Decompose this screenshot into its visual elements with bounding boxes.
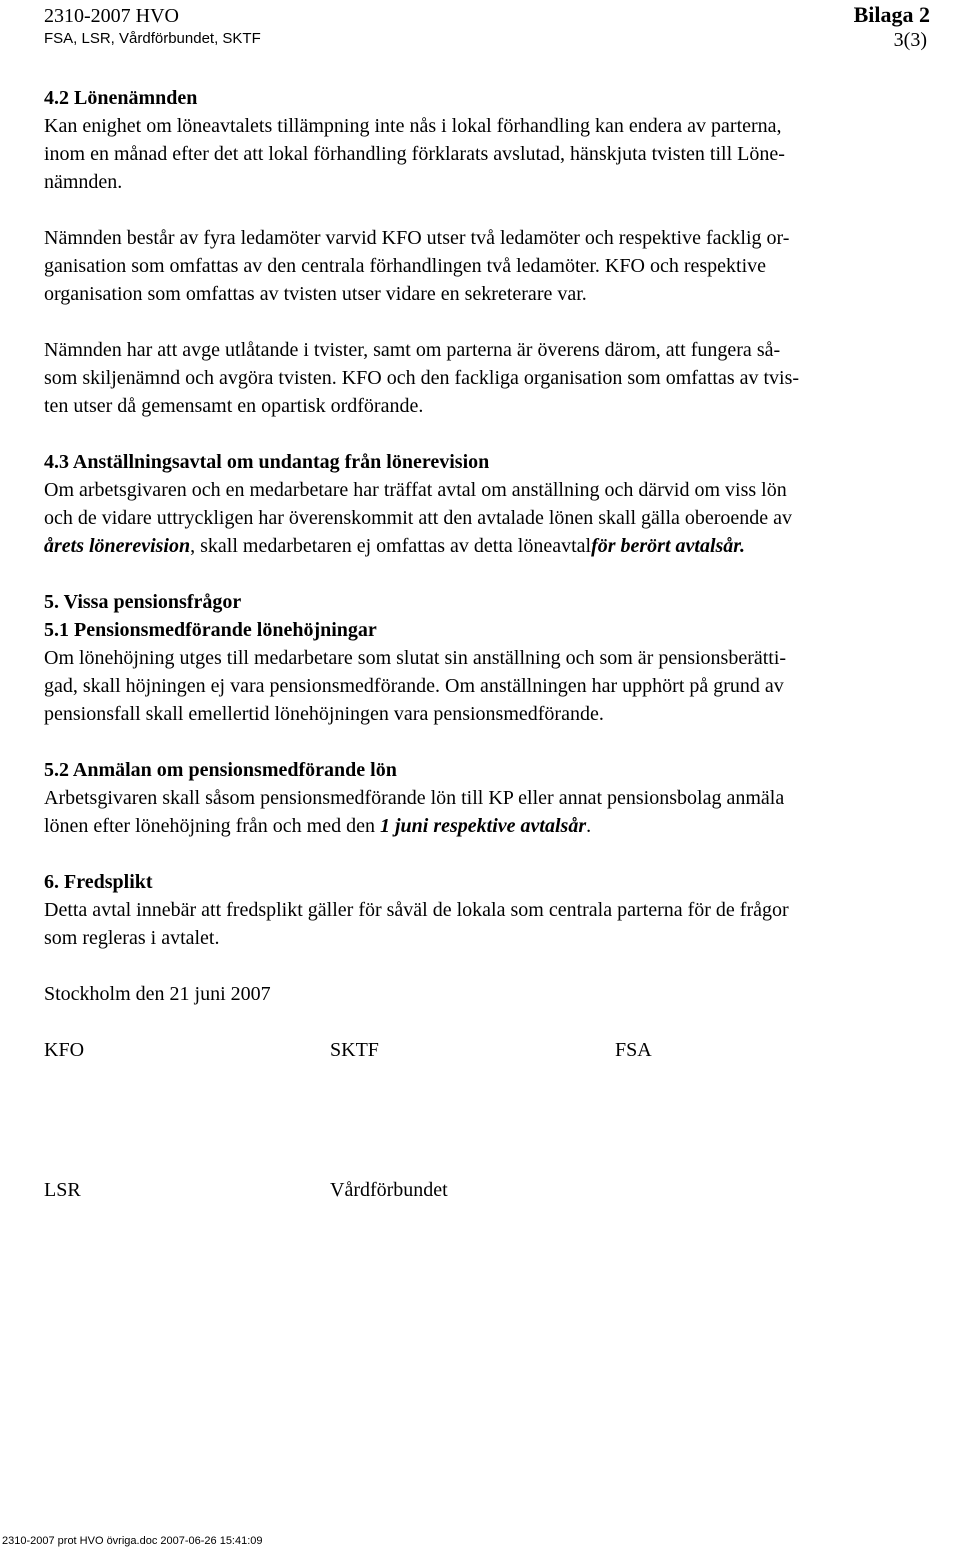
- signatory-sktf: SKTF: [330, 1039, 379, 1061]
- s51-line: Om lönehöjning utges till medarbetare som slutat sin anställning och som är pensionsberätti-: [44, 647, 787, 669]
- signatory-kfo: KFO: [44, 1039, 85, 1061]
- header-left: [44, 4, 261, 50]
- s51-line: gad, skall höjningen ej vara pensionsmedförande. Om anställningen har upphört på grund av: [44, 675, 784, 697]
- header-right: [854, 2, 930, 52]
- s6-line: som regleras i avtalet.: [44, 927, 220, 949]
- document-body: [44, 84, 924, 1204]
- s52-line2-post: .: [586, 815, 592, 837]
- section-6-heading: 6. Fredsplikt: [44, 871, 153, 893]
- appendix-label: Bilaga 2: [853, 2, 930, 27]
- place-date: Stockholm den 21 juni 2007: [44, 983, 271, 1005]
- signatories-row-1: [44, 1036, 924, 1064]
- section-5-2-heading: 5.2 Anmälan om pensionsmedförande lön: [44, 759, 397, 781]
- page-number: 3(3): [893, 29, 927, 51]
- signatories-row-2: [44, 1176, 924, 1204]
- s42-p3-line: som skiljenämnd och avgöra tvisten. KFO och den fackliga organisation som omfattas av tvis-: [44, 367, 800, 389]
- s52-line2-pre: lönen efter lönehöjning från och med den: [44, 815, 380, 837]
- signatory-vardforbundet: Vårdförbundet: [330, 1179, 448, 1201]
- s52-line: Arbetsgivaren skall såsom pensionsmedförande lön till KP eller annat pensionsbolag anmäla: [44, 787, 785, 809]
- s42-p1-line: nämnden.: [44, 171, 123, 193]
- s52-line: [44, 812, 924, 840]
- s42-p2-line: ganisation som omfattas av den centrala förhandlingen två ledamöter. KFO och respektive: [44, 255, 767, 277]
- s43-line: Om arbetsgivaren och en medarbetare har träffat avtal om anställning och därvid om viss lön: [44, 479, 787, 501]
- s42-p1-line: Kan enighet om löneavtalets tillämpning inte nås i lokal förhandling kan endera av parterna,: [44, 115, 782, 137]
- s43-emphasis-2: för berört avtalsår.: [591, 535, 745, 557]
- s42-p2-line: organisation som omfattas av tvisten utser vidare en sekreterare var.: [44, 283, 587, 305]
- s42-p3-line: ten utser då gemensamt en opartisk ordförande.: [44, 395, 424, 417]
- signatory-lsr: LSR: [44, 1179, 81, 1201]
- footer-file-info: 2310-2007 prot HVO övriga.doc 2007-06-26 15:41:09: [2, 1535, 263, 1547]
- s6-line: Detta avtal innebär att fredsplikt gäller för såväl de lokala som centrala parterna för de frågor: [44, 899, 789, 921]
- s42-p1-line: inom en månad efter det att lokal förhandling förklarats avslutad, hänskjuta tvisten till Löne-: [44, 143, 785, 165]
- parties-line: FSA, LSR, Vårdförbundet, SKTF: [44, 30, 261, 47]
- s43-line-last: [44, 532, 924, 560]
- section-4-2-heading: 4.2 Lönenämnden: [44, 87, 198, 109]
- s42-p2-line: Nämnden består av fyra ledamöter varvid KFO utser två ledamöter och respektive facklig or-: [44, 227, 790, 249]
- s51-line: pensionsfall skall emellertid lönehöjningen vara pensionsmedförande.: [44, 703, 604, 725]
- s42-p3-line: Nämnden har att avge utlåtande i tvister, samt om parterna är överens därom, att fungera så-: [44, 339, 781, 361]
- s43-line-mid: , skall medarbetaren ej omfattas av detta löneavtal: [190, 535, 592, 557]
- signatory-fsa: FSA: [615, 1039, 652, 1061]
- s43-line: och de vidare uttryckligen har överenskommit att den avtalade lönen skall gälla oberoende av: [44, 507, 793, 529]
- section-4-3-heading: 4.3 Anställningsavtal om undantag från lönerevision: [44, 451, 490, 473]
- s52-emphasis: 1 juni respektive avtalsår: [380, 815, 587, 837]
- s43-emphasis-1: årets lönerevision: [44, 535, 191, 557]
- doc-id: 2310-2007 HVO: [44, 5, 179, 27]
- section-5-1-heading: 5.1 Pensionsmedförande lönehöjningar: [44, 619, 377, 641]
- section-5-heading: 5. Vissa pensionsfrågor: [44, 591, 242, 613]
